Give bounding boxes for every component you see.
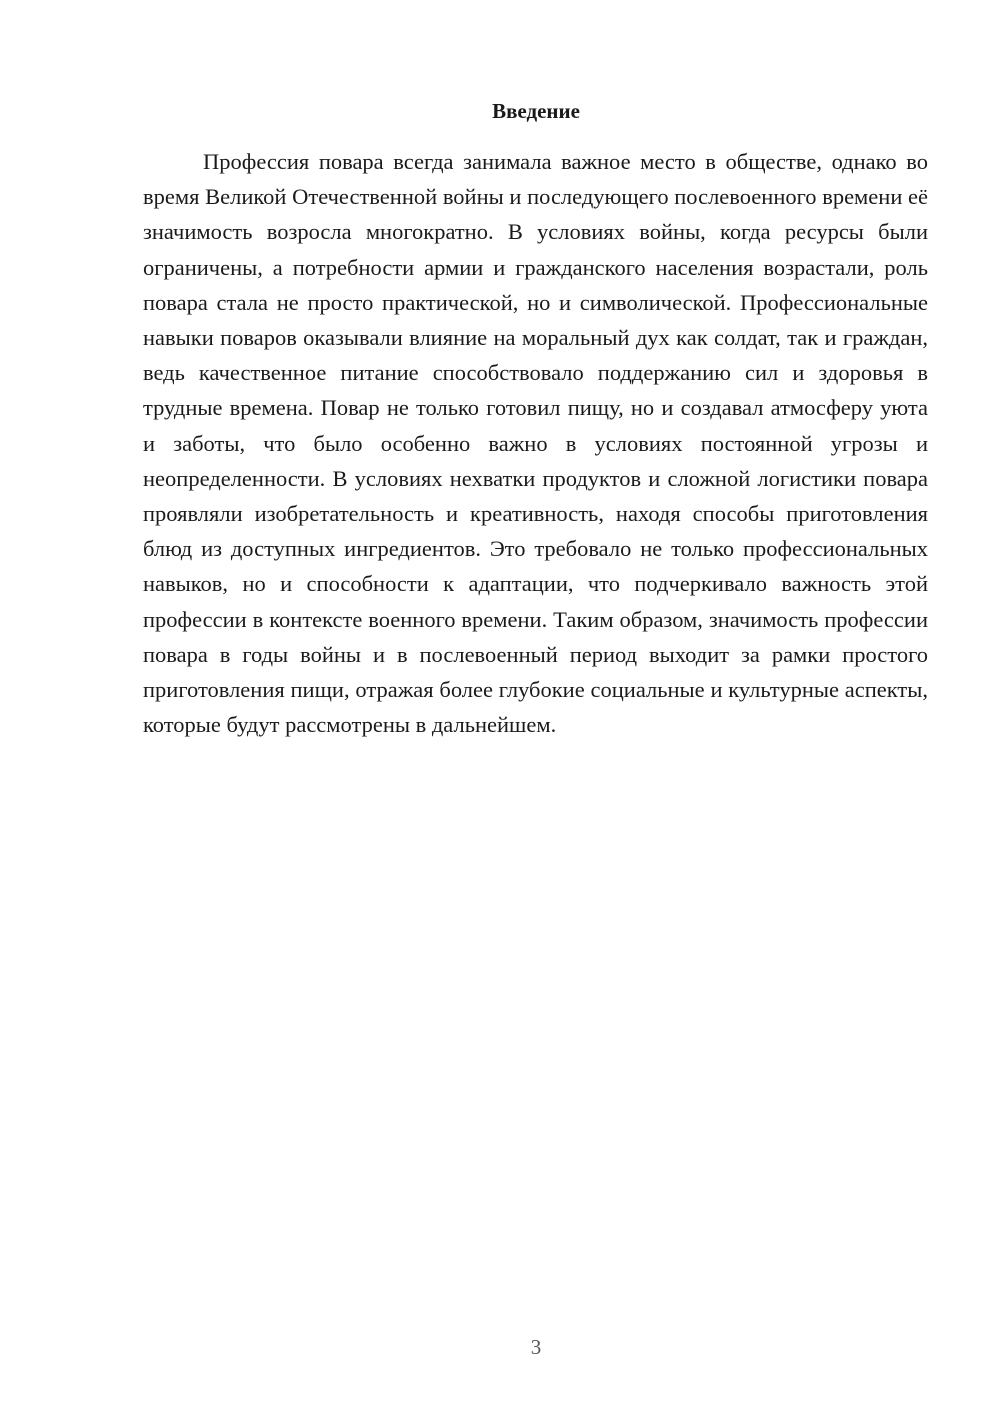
- intro-paragraph: Профессия повара всегда занимала важное место в обществе, однако во время Великой Отечественной войны и последующего послевоенного времени её значимость возросла многократно. В условиях войны, когда ресурсы были ограничены, а потребности армии и гражданского населения возрастали, роль повара стала не просто практической, но и символической. Профессиональные навыки поваров оказывали влияние на моральный дух как солдат, так и граждан, ведь качественное питание способствовало поддержанию сил и здоровья в трудные времена. Повар не только готовил пищу, но и создавал атмосферу уюта и заботы, что было особенно важно в условиях постоянной угрозы и неопределенности. В условиях нехватки продуктов и сложной логистики повара проявляли изобретательность и креативность, находя способы приготовления блюд из доступных ингредиентов. Это требовало не только профессиональных навыков, но и способности к адаптации, что подчеркивало важность этой профессии в контексте военного времени. Таким образом, значимость профессии повара в годы войны и в послевоенный период выходит за рамки простого приготовления пищи, отражая более глубокие социальные и культурные аспекты, которые будут рассмотрены в дальнейшем.: [143, 149, 928, 738]
- page-number: 3: [530, 1335, 542, 1359]
- section-heading: Введение: [492, 99, 580, 123]
